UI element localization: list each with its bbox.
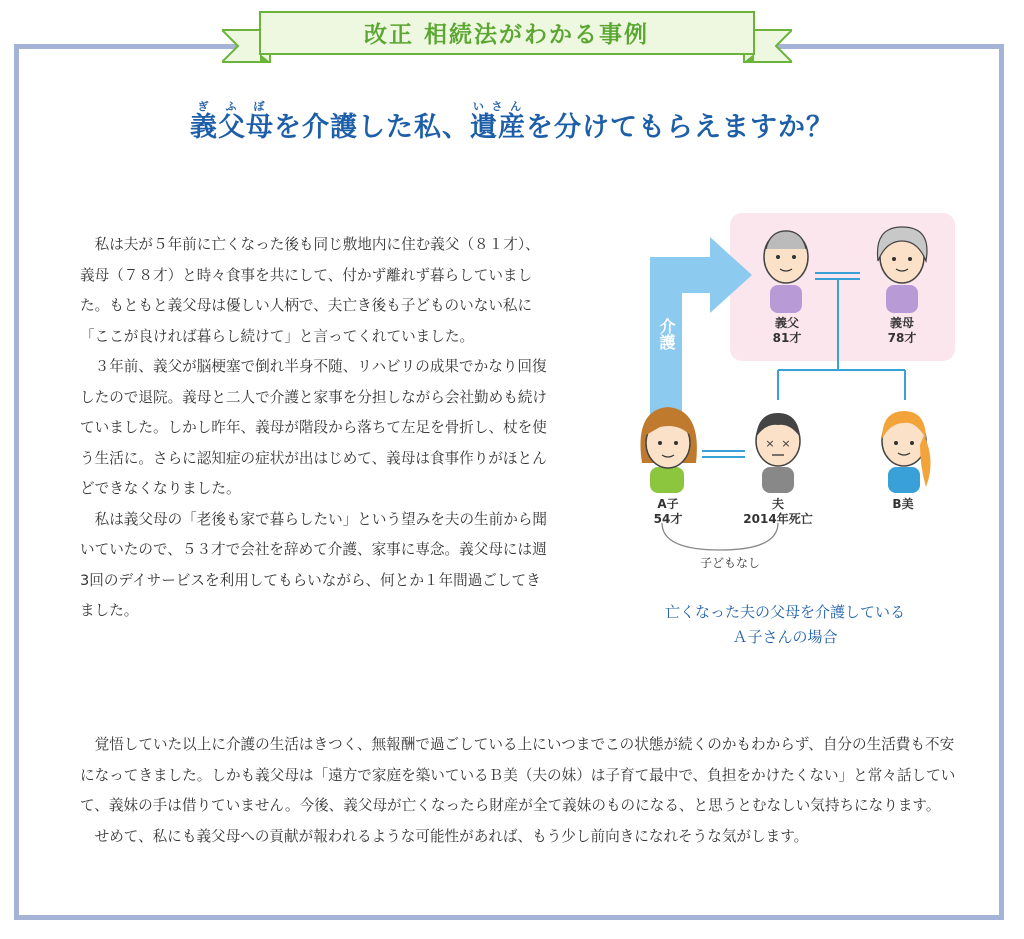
paragraph: 私は夫が５年前に亡くなった後も同じ敷地内に住む義父（８１才）、義母（７８才）と時々食事を共にして、付かず離れず暮らしていました。もともと義父母は優しい人柄で、夫亡き後も子どものいない私に「ここが良ければ暮らし続けて」と言ってくれていました。 (80, 236, 540, 345)
husband-figure (756, 413, 800, 493)
b-mi-figure (882, 411, 931, 493)
no-children-label: 子どもなし (699, 556, 760, 570)
paragraph: せめて、私にも義父母への貢献が報われるような可能性があれば、もう少し前向きになれそうな気がします。 (94, 827, 809, 845)
no-children-bracket (662, 523, 778, 550)
b-mi-label: B美 (892, 497, 914, 511)
diagram-caption: 亡くなった夫の父母を介護している Ａ子さんの場合 (664, 603, 905, 646)
svg-text:×: × (765, 437, 775, 450)
paragraph: 私は義父母の「老後も家で暮らしたい」という望みを夫の生前から聞いていたので、５３才で会社を辞めて介護、家事に専念。義父母には週3回のデイサービスを利用してもらいながら、何とか１年間過ごしてきました。 (80, 510, 548, 619)
paragraph: ３年前、義父が脳梗塞で倒れ半身不随、リハビリの成果でかなり回復したので退院。義母と二人で介護と家事を分担しながら会社勤めも続けていました。しかし昨年、義母が階段から落ちて左足を骨折し、杖を使う生活に。さらに認知症の症状が出はじめて、義母は食事作りがほとんどできなくなりました。 (80, 358, 548, 497)
page-title: 義父母ぎふぼを介護した私、遺産いさんを分けてもらえますか？ (190, 100, 834, 143)
family-diagram (620, 205, 970, 585)
svg-text:×: × (781, 437, 791, 450)
father-in-law-figure (764, 231, 808, 313)
a-ko-label: A子 54才 (653, 497, 683, 526)
mother-in-law-label: 義母 78才 (887, 316, 917, 345)
care-arrow-label: 介護 (657, 318, 676, 350)
banner-title: 改正 相続法がわかる事例 (363, 21, 649, 48)
paragraph: 覚悟していた以上に介護の生活はきつく、無報酬で過ごしている上にいつまでこの状態が続くのかもわからず、自分の生活費も不安になってきました。しかも義父母は「遠方で家庭を築いているＢ美（夫の妹）は子育て最中で、負担をかけたくない」と常々話していて、義妹の手は借りていません。今後、義父母が亡くなったら財産が全て義妹のものになる、と思うとむなしい気持ちになります。 (80, 736, 956, 814)
title-word-giyufubo: 義父母ぎふぼ (190, 100, 274, 143)
father-in-law-label: 義父 81才 (772, 316, 802, 345)
a-ko-figure (640, 407, 696, 493)
story-text-full (80, 730, 960, 852)
title-word-isan: 遺産いさん (470, 100, 526, 143)
story-text-left (80, 230, 550, 627)
husband-label: 夫 2014年死亡 (743, 497, 813, 526)
